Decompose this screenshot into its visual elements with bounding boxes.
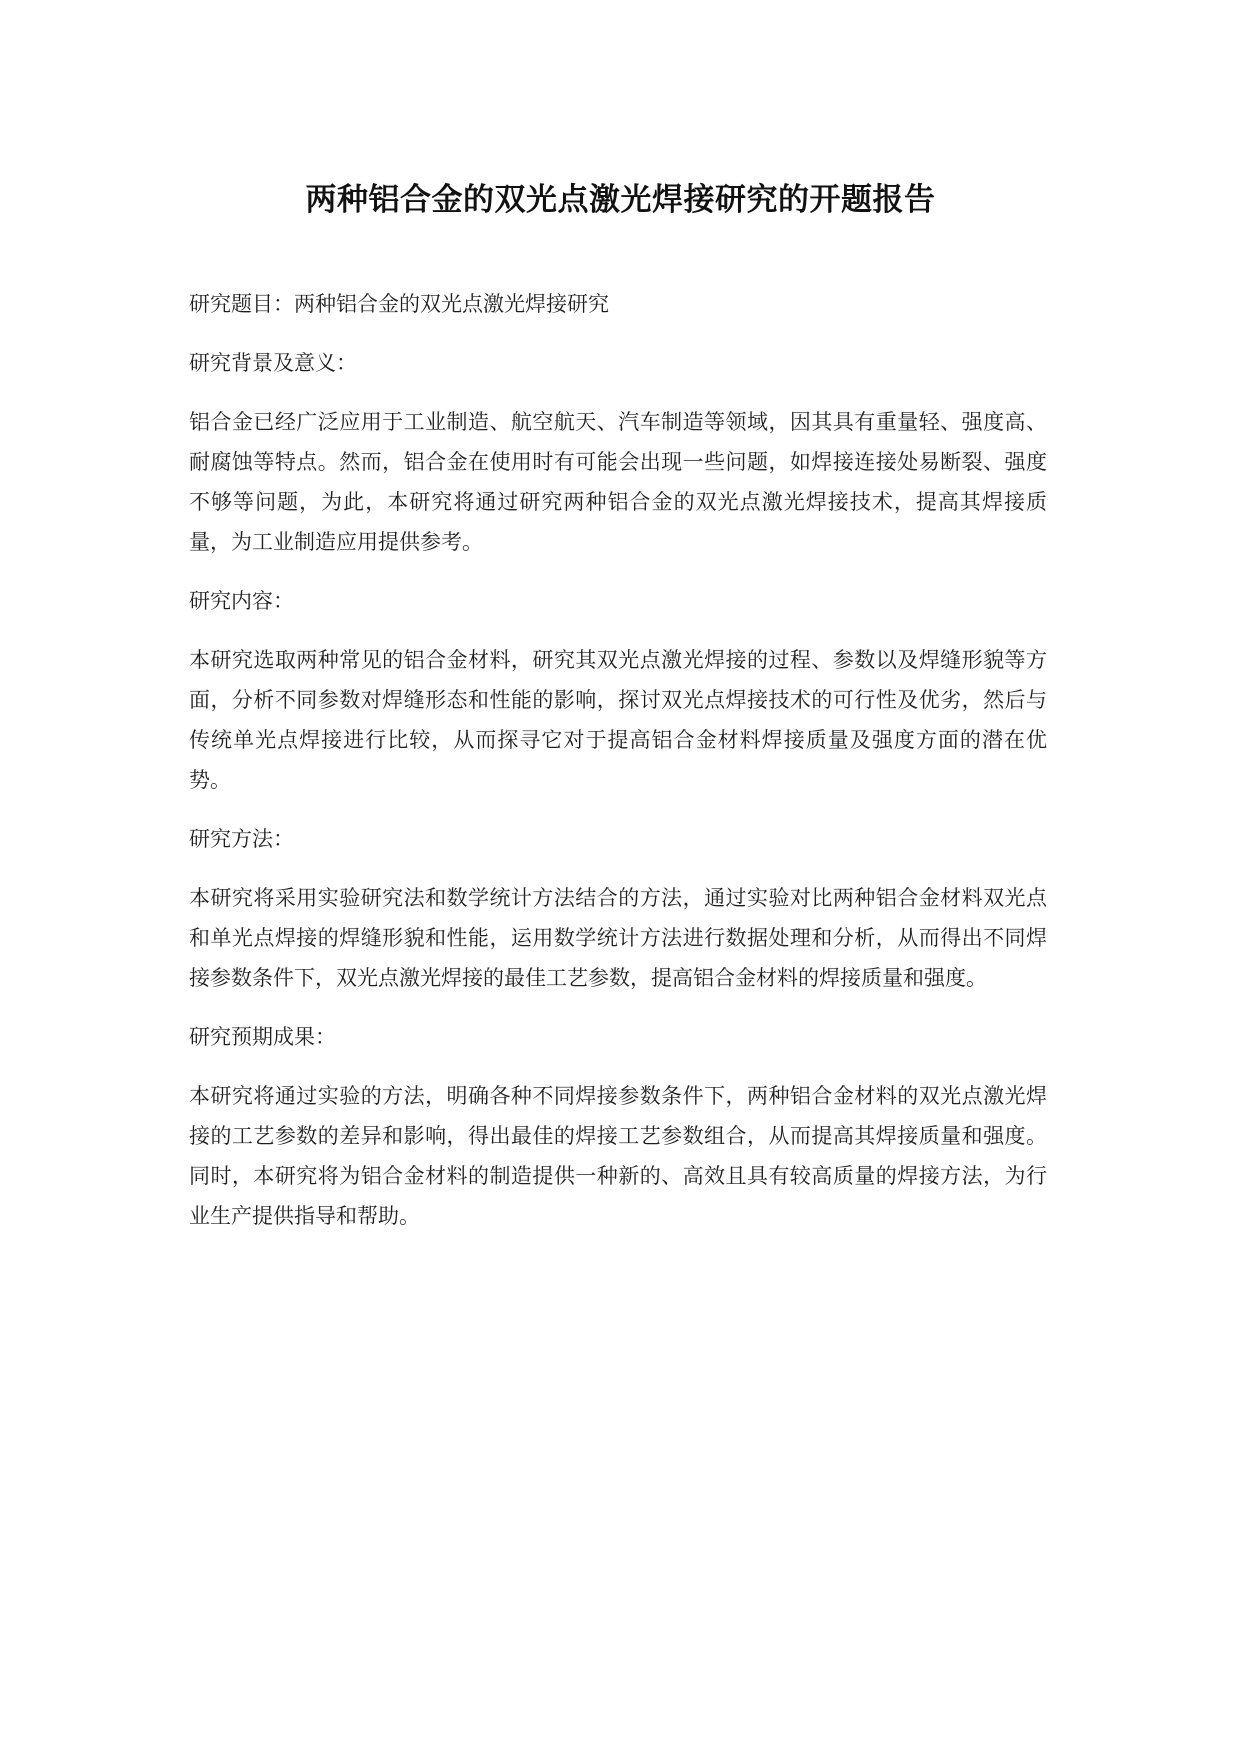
background-heading: 研究背景及意义：: [189, 351, 357, 375]
content-paragraph: 本研究选取两种常见的铝合金材料，研究其双光点激光焊接的过程、参数以及焊缝形貌等方面，分析不同参数对焊缝形态和性能的影响，探讨双光点焊接技术的可行性及优劣，然后与传统单光点焊接进行比较，从而探寻它对于提高铝合金材料焊接质量及强度方面的潜在优势。: [189, 648, 1047, 792]
research-topic-line: 研究题目：两种铝合金的双光点激光焊接研究: [189, 292, 609, 316]
document-body: [189, 284, 1047, 1255]
background-paragraph: 铝合金已经广泛应用于工业制造、航空航天、汽车制造等领域，因其具有重量轻、强度高、耐腐蚀等特点。然而，铝合金在使用时有可能会出现一些问题，如焊接连接处易断裂、强度不够等问题，为此，本研究将通过研究两种铝合金的双光点激光焊接技术，提高其焊接质量，为工业制造应用提供参考。: [189, 410, 1047, 554]
method-heading: 研究方法：: [189, 827, 294, 851]
document-title: 两种铝合金的双光点激光焊接研究的开题报告: [305, 182, 936, 218]
method-paragraph: 本研究将采用实验研究法和数学统计方法结合的方法，通过实验对比两种铝合金材料双光点和单光点焊接的焊缝形貌和性能，运用数学统计方法进行数据处理和分析，从而得出不同焊接参数条件下，双光点激光焊接的最佳工艺参数，提高铝合金材料的焊接质量和强度。: [189, 886, 1047, 990]
content-heading: 研究内容：: [189, 589, 294, 613]
expected-results-heading: 研究预期成果：: [189, 1025, 336, 1049]
expected-results-paragraph: 本研究将通过实验的方法，明确各种不同焊接参数条件下，两种铝合金材料的双光点激光焊接的工艺参数的差异和影响，得出最佳的焊接工艺参数组合，从而提高其焊接质量和强度。同时，本研究将为铝合金材料的制造提供一种新的、高效且具有较高质量的焊接方法，为行业生产提供指导和帮助。: [189, 1084, 1047, 1228]
